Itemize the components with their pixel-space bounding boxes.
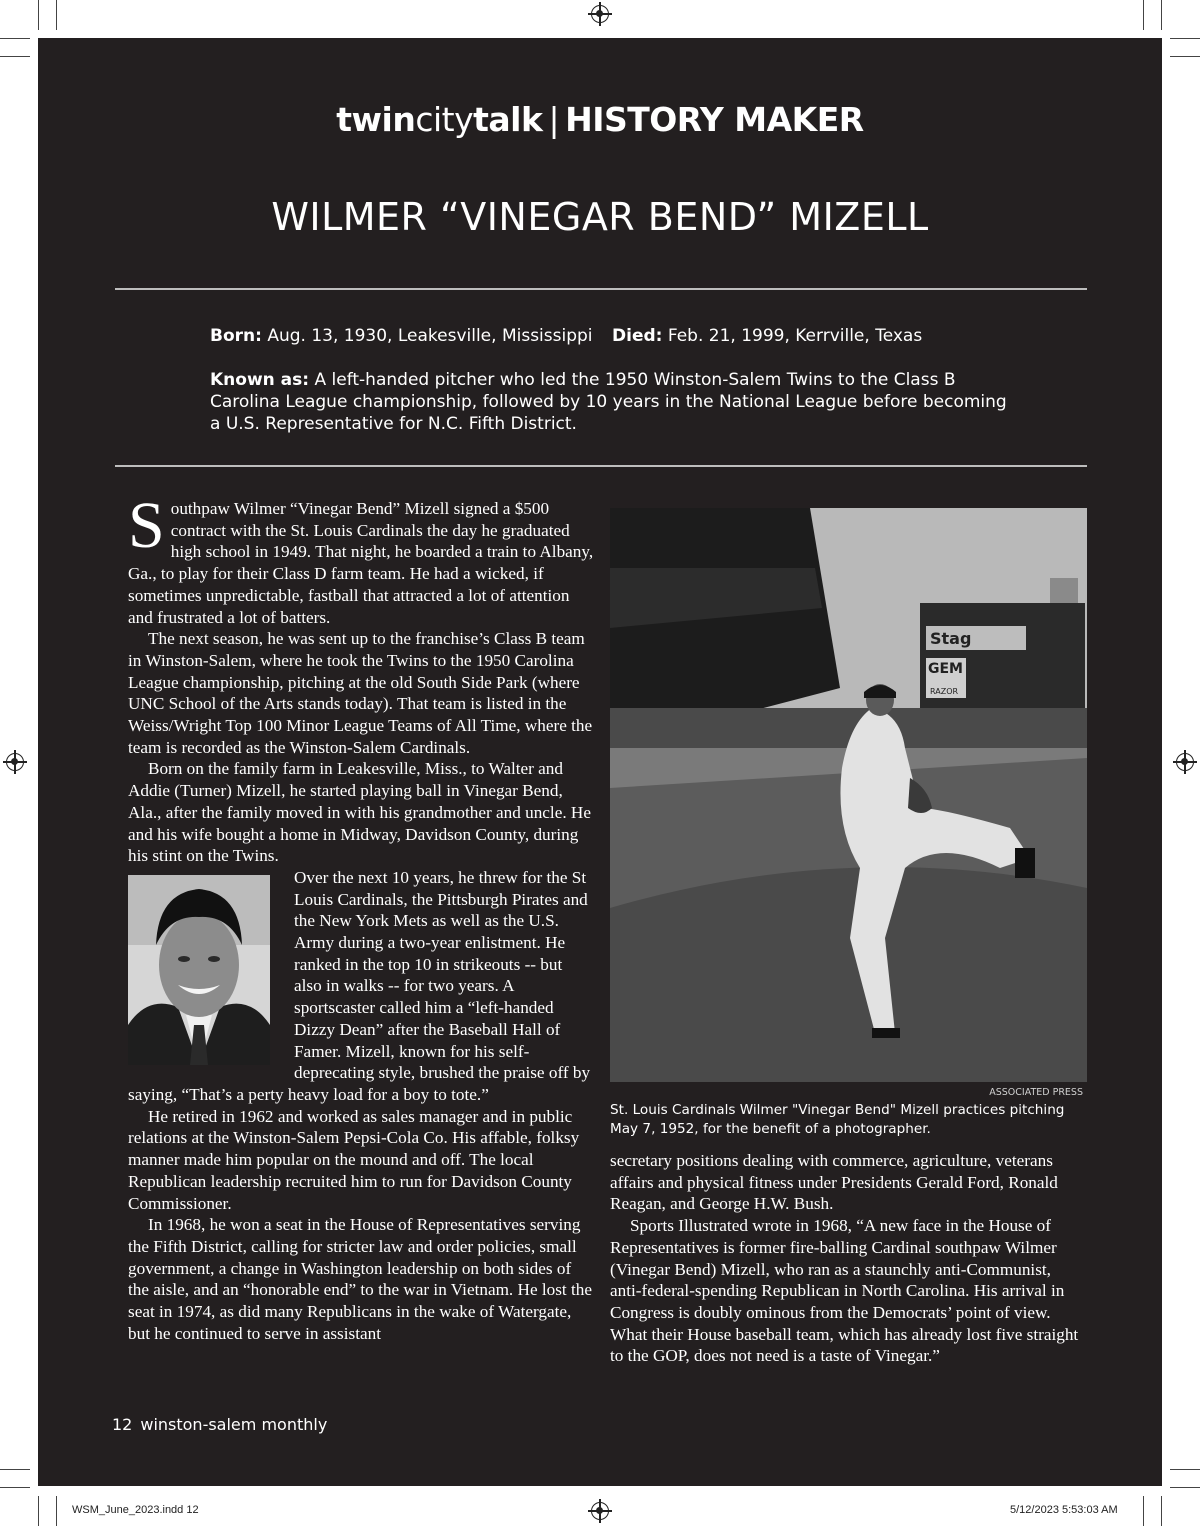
kicker-city: city	[415, 100, 474, 139]
crop-mark	[56, 0, 57, 30]
known-as-fact	[210, 369, 1010, 435]
born-value: Aug. 13, 1930, Leakesville, Mississippi	[267, 326, 593, 346]
crop-mark	[56, 1496, 57, 1526]
born-fact	[210, 325, 593, 347]
crop-mark	[0, 1469, 30, 1470]
crop-mark	[0, 56, 30, 57]
paragraph: Sports Illustrated wrote in 1968, “A new face in the House of Representatives is former fire-balling Cardinal southpaw Wilmer (Vinegar Bend) Mizell, who ran as a staunchly anti-Communist, anti-federal-spending Republican in North Carolina. His arrival in Congress is doubly ominous from the Democrats’ point of view. What their House baseball team, which has already lost five straight to the GOP, does not need is a taste of Vinegar.”	[610, 1216, 1079, 1366]
crop-mark	[1170, 1469, 1200, 1470]
crop-mark	[1143, 1496, 1144, 1526]
paragraph: Born on the family farm in Leakesville, Miss., to Walter and Addie (Turner) Mizell, he started playing ball in Vinegar Bend, Ala., after the family moved in with his grandmother and uncle. He and his wife bought a home in Midway, Davidson County, during his stint on the Twins.	[128, 759, 591, 866]
kicker-twin: twin	[336, 100, 416, 139]
paragraph-text: outhpaw Wilmer “Vinegar Bend” Mizell signed a $500 contract with the St. Louis Cardinals the day he graduated high school in 1949. That night, he boarded a train to Albany, Ga., to play for their Class D farm team. He had a wicked, if sometimes unpredictable, fastball that attracted a lot of attention and frustrated a lot of batters.	[128, 499, 594, 627]
registration-mark-icon	[591, 5, 609, 23]
crop-mark	[1170, 1487, 1200, 1488]
registration-mark-icon	[6, 753, 24, 771]
divider	[115, 288, 1087, 290]
page-folio	[112, 1415, 335, 1434]
crop-mark	[38, 1496, 39, 1526]
kicker-talk: talk	[473, 100, 543, 139]
died-value: Feb. 21, 1999, Kerrville, Texas	[667, 326, 923, 346]
article-title: WILMER “VINEGAR BEND” MIZELL	[271, 195, 929, 239]
crop-mark	[0, 1487, 30, 1488]
pitcher-photo	[610, 508, 1087, 1082]
scoreboard-word-2: GEM	[928, 661, 963, 677]
died-label: Died:	[612, 326, 663, 346]
portrait-photo	[128, 875, 270, 1065]
died-fact	[612, 325, 922, 347]
paragraph: He retired in 1962 and worked as sales manager and in public relations at the Winston-Salem Pepsi-Cola Co. His affable, folksy manner made him popular on the mound and off. The local Republican leadership recruited him to run for Davidson County Commissioner.	[128, 1106, 580, 1213]
slug-timestamp: 5/12/2023 5:53:03 AM	[1010, 1504, 1118, 1516]
crop-mark	[1161, 1496, 1162, 1526]
known-label: Known as:	[210, 370, 310, 390]
section-kicker	[0, 100, 1200, 139]
born-label: Born:	[210, 326, 262, 346]
kicker-separator: |	[548, 100, 560, 139]
paragraph: secretary positions dealing with commerce, agriculture, veterans affairs and physical fitness under Presidents Gerald Ford, Ronald Reagan, and George H.W. Bush.	[610, 1151, 1058, 1214]
crop-mark	[1170, 56, 1200, 57]
photo-credit: ASSOCIATED PRESS	[989, 1087, 1083, 1098]
article-column-right	[610, 1150, 1086, 1367]
paragraph-text: Over the next 10 years, he threw for the St Louis Cardinals, the Pittsburgh Pirates and the New York Mets as well as the U.S. Army during a two-year enlistment. He ranked in the top 10 in strikeouts -- but also in walks -- for two years. A sportscaster called him a “left-handed Dizzy Dean” after the Baseball Hall of Famer. Mizell, known for his self-deprecating style, brushed the praise off by saying, “That’s a perty heavy load for a boy to tote.”	[128, 867, 591, 1104]
divider	[115, 465, 1087, 467]
crop-mark	[38, 0, 39, 30]
photo-caption: St. Louis Cardinals Wilmer "Vinegar Bend" Mizell practices pitching May 7, 1952, for the benefit of a photographer.	[610, 1102, 1065, 1137]
paragraph: The next season, he was sent up to the franchise’s Class B team in Winston-Salem, where he took the Twins to the 1950 Carolina League championship, pitching at the old South Side Park (where UNC School of the Arts stands today). That team is listed in the Weiss/Wright Top 100 Minor League Teams of All Time, where the team is recorded as the Winston-Salem Cardinals.	[128, 629, 593, 757]
article-column-left	[128, 489, 594, 1344]
crop-mark	[1143, 0, 1144, 30]
crop-mark	[1161, 0, 1162, 30]
paragraph	[128, 867, 594, 1106]
registration-mark-icon	[591, 1502, 609, 1520]
publication-name: winston-salem monthly	[140, 1415, 328, 1434]
crop-mark	[1170, 38, 1200, 39]
crop-mark	[0, 38, 30, 39]
drop-cap: S	[128, 489, 165, 562]
paragraph: In 1968, he won a seat in the House of Representatives serving the Fifth District, calling for stricter law and order policies, small government, a change in Washington leadership on both sides of the aisle, and an “honorable end” to the war in Vietnam. He lost the seat in 1974, as did many Republicans in the wake of Watergate, but he continued to serve in assistant	[128, 1215, 592, 1343]
page-number: 12	[112, 1415, 133, 1434]
scoreboard-word-1: Stag	[930, 629, 972, 648]
slug-file: WSM_June_2023.indd 12	[72, 1504, 199, 1516]
paragraph	[128, 489, 594, 628]
known-value: A left-handed pitcher who led the 1950 Winston-Salem Twins to the Class B Carolina League championship, followed by 10 years in the National League before becoming a U.S. Representative for N.C. Fifth District.	[210, 370, 1007, 434]
registration-mark-icon	[1176, 753, 1194, 771]
scoreboard-word-3: RAZOR	[930, 687, 959, 696]
kicker-section: HISTORY MAKER	[565, 100, 864, 139]
